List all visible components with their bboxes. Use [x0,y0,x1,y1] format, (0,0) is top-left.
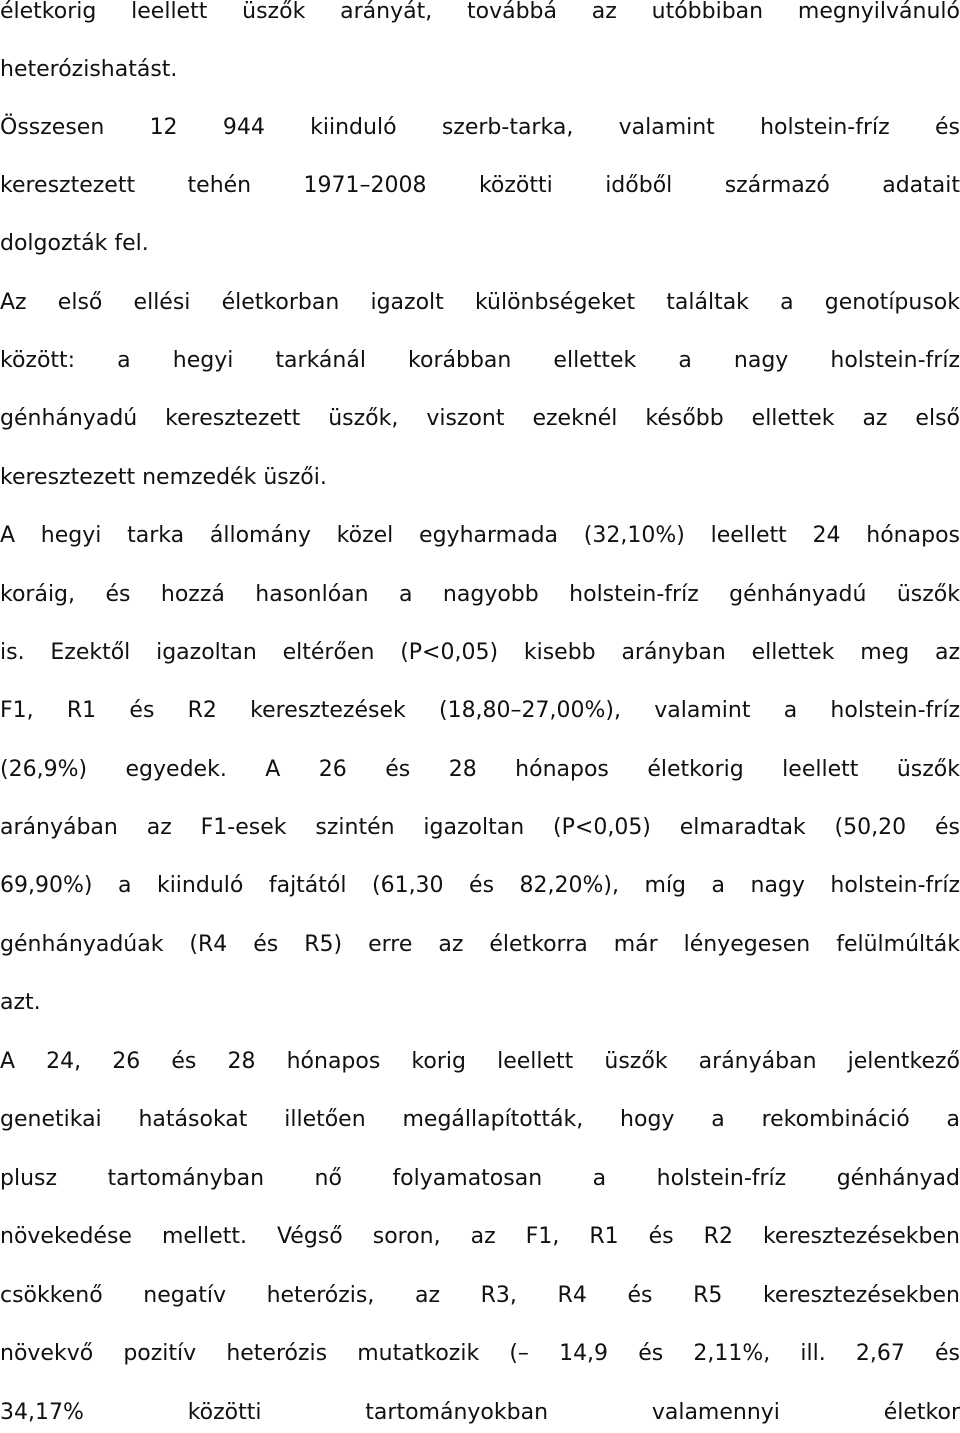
text-line: A 24, 26 és 28 hónapos korig leellett üszők arányában jelentkező [0,1049,960,1074]
text-line: genetikai hatásokat illetően megállapították, hogy a rekombináció a [0,1107,960,1132]
text-line: növekvő pozitív heterózis mutatkozik (– 14,9 és 2,11%, ill. 2,67 és [0,1341,960,1366]
text-line: génhányadúak (R4 és R5) erre az életkorra már lényegesen felülmúlták [0,932,960,957]
text-line: plusz tartományban nő folyamatosan a holstein-fríz génhányad [0,1166,960,1191]
text-line: dolgozták fel. [0,231,149,256]
text-line: azt. [0,990,41,1015]
text-line: génhányadú keresztezett üszők, viszont ezeknél később ellettek az első [0,406,960,431]
text-line: keresztezett nemzedék üszői. [0,465,327,490]
text-line: arányában az F1-esek szintén igazoltan (P<0,05) elmaradtak (50,20 és [0,815,960,840]
text-line: életkorig leellett üszők arányát, továbbá az utóbbiban megnyilvánuló [0,0,960,24]
text-line: keresztezett tehén 1971–2008 közötti időből származó adatait [0,173,960,198]
text-line: koráig, és hozzá hasonlóan a nagyobb holstein-fríz génhányadú üszők [0,582,960,607]
text-line: 69,90%) a kiinduló fajtától (61,30 és 82,20%), míg a nagy holstein-fríz [0,873,960,898]
text-line: között: a hegyi tarkánál korábban ellettek a nagy holstein-fríz [0,348,960,373]
text-line: Összesen 12 944 kiinduló szerb-tarka, valamint holstein-fríz és [0,115,960,140]
text-line: (26,9%) egyedek. A 26 és 28 hónapos életkorig leellett üszők [0,757,960,782]
text-line: F1, R1 és R2 keresztezések (18,80–27,00%), valamint a holstein-fríz [0,698,960,723]
text-line: 34,17% közötti tartományokban valamennyi életkor [0,1400,960,1425]
text-line: A hegyi tarka állomány közel egyharmada (32,10%) leellett 24 hónapos [0,523,960,548]
text-line: is. Ezektől igazoltan eltérően (P<0,05) kisebb arányban ellettek meg az [0,640,960,665]
text-line: heterózishatást. [0,57,178,82]
text-line: csökkenő negatív heterózis, az R3, R4 és R5 keresztezésekben [0,1283,960,1308]
text-line: növekedése mellett. Végső soron, az F1, R1 és R2 keresztezésekben [0,1224,960,1249]
text-line: Az első ellési életkorban igazolt különbségeket találtak a genotípusok [0,290,960,315]
